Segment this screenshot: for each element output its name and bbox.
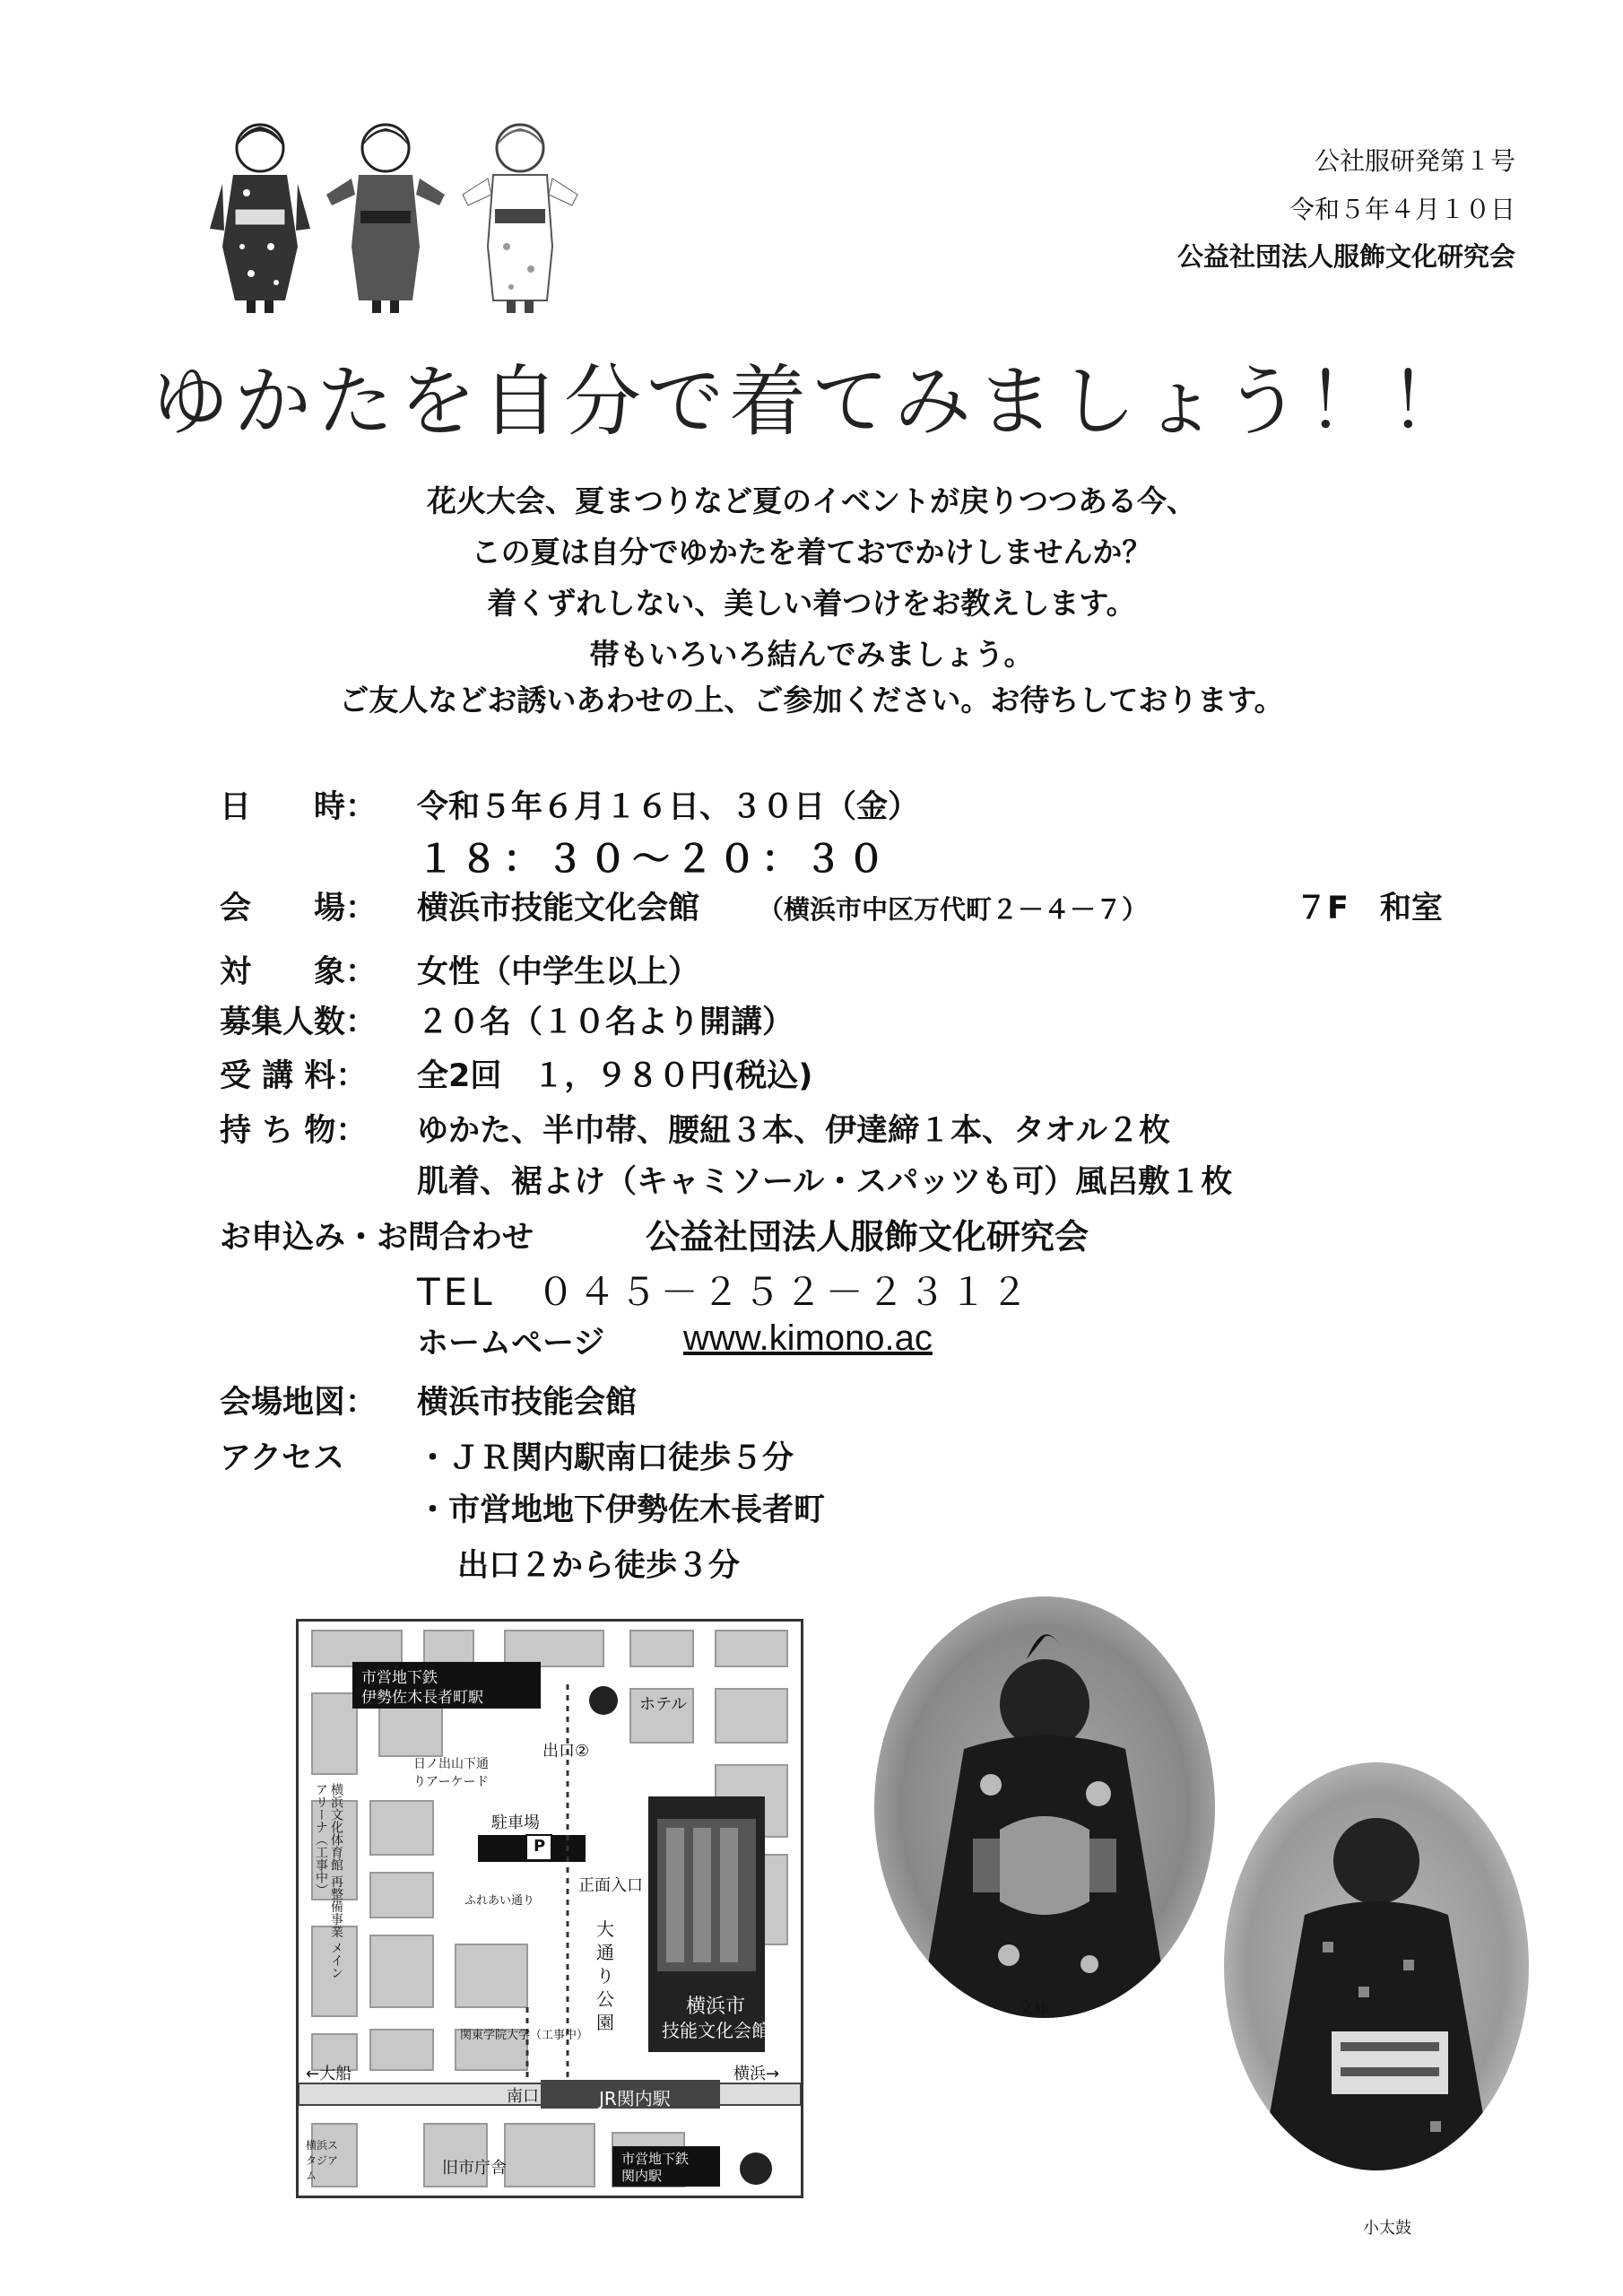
girl-1-illustration: [210, 125, 310, 313]
document-number: 公社服研発第１号: [1314, 146, 1515, 176]
map-hotel: ホテル: [639, 1695, 688, 1714]
target-label: 対 象：: [220, 954, 378, 990]
map-subway-top: 市営地下鉄: [361, 1669, 438, 1687]
items-label: 持 ち 物：: [220, 1113, 368, 1149]
issuing-organization: 公益社団法人服飾文化研究会: [1176, 241, 1515, 272]
access-line-2: ・市営地地下伊勢佐木長者町: [417, 1492, 826, 1528]
map-subway-top-station: 伊勢佐木長者町駅: [361, 1689, 483, 1707]
map-exit-2: 出口②: [542, 1742, 590, 1761]
access-line-3: 出口２から徒歩３分: [457, 1548, 741, 1584]
map-venue-line-1: 横浜市: [686, 1996, 746, 2018]
map-main-entrance: 正面入口: [578, 1876, 643, 1895]
map-ofuri-park: 大通り公園: [596, 1918, 614, 2033]
capacity-label: 募集人数：: [220, 1004, 378, 1040]
map-fureai-street: ふれあい通り: [464, 1894, 535, 1908]
map-label: 会場地図：: [220, 1385, 378, 1421]
kodaiko-figure: [1224, 1762, 1529, 2170]
fee-value: 全2回 １，９８０円(税込): [417, 1058, 813, 1094]
venue-label: 会 場：: [220, 891, 378, 926]
page-title: ゆかたを自分で着てみましょう！！: [152, 357, 1471, 447]
intro-line-2: この夏は自分でゆかたを着ておでかけしませんか？: [471, 535, 1152, 570]
datetime-value: 令和５年６月１６日、３０日（金）: [417, 789, 920, 825]
contact-organization: 公益社団法人服飾文化研究会: [646, 1217, 1089, 1257]
bunko-figure: [874, 1596, 1215, 2018]
map-subway-bottom: 市営地下鉄: [621, 2151, 690, 2167]
map-jr-kannai: JR関内駅: [599, 2088, 671, 2109]
intro-line-5: ご友人などお誘いあわせの上、ご参加ください。お待ちしております。: [339, 683, 1284, 718]
map-stadium: 横浜スタジアム: [306, 2139, 339, 2182]
girl-2-illustration: [326, 125, 445, 313]
document-date: 令和５年４月１０日: [1289, 195, 1515, 224]
girl-3-illustration: [463, 125, 577, 313]
capacity-value: ２０名（１０名より開講）: [417, 1004, 794, 1040]
map-ofune: ←大船: [306, 2065, 352, 2083]
map-university: 関東学院大学（工事中）: [460, 2029, 589, 2042]
homepage-label: ホームページ: [417, 1326, 605, 1361]
intro-line-3: 着くずれしない、美しい着つけをお教えします。: [487, 586, 1136, 621]
fee-label: 受 講 料：: [220, 1058, 368, 1094]
map-value: 横浜市技能会館: [417, 1385, 638, 1421]
map-yokohama: 横浜→: [733, 2065, 780, 2083]
yukata-girls-illustration: [206, 112, 601, 327]
access-label: アクセス: [220, 1440, 344, 1476]
map-arcade: 日ノ出山下通りアーケード: [413, 1757, 489, 1789]
map-parking-p: P: [534, 1837, 546, 1856]
kodaiko-obi-photo: [1224, 1762, 1529, 2170]
intro-line-4: 帯もいろいろ結んでみましょう。: [589, 637, 1034, 672]
map-arena-note: 横浜文化体育館 再整備事業 メインアリーナ（工事中）: [314, 1783, 343, 1979]
map-city-hall: 旧市庁舎: [442, 2159, 507, 2178]
datetime-time: １８：３０～２０：３０: [417, 837, 891, 881]
bunko-obi-photo: [874, 1596, 1215, 2018]
target-value: 女性（中学生以上）: [417, 954, 700, 990]
map-subway-bottom-station: 関内駅: [621, 2168, 663, 2184]
venue-room: ７F 和室: [1296, 891, 1443, 926]
contact-tel: TEL ０４５－２５２－２３１２: [417, 1270, 1032, 1314]
map-graphic: [299, 1622, 801, 2196]
map-venue-line-2: 技能文化会館: [662, 2020, 769, 2041]
datetime-label: 日 時：: [220, 789, 378, 825]
venue-address: （横浜市中区万代町２－４－７）: [758, 894, 1149, 925]
venue-name: 横浜市技能文化会館: [417, 891, 700, 926]
venue-map: [296, 1619, 803, 2198]
contact-label: お申込み・お問合わせ: [220, 1220, 534, 1256]
homepage-link[interactable]: www.kimono.ac: [683, 1318, 933, 1358]
items-line-1: ゆかた、半巾帯、腰紐３本、伊達締１本、タオル２枚: [417, 1113, 1171, 1149]
map-south-exit: 南口: [507, 2087, 539, 2106]
map-parking: 駐車場: [491, 1813, 540, 1832]
intro-line-1: 花火大会、夏まつりなど夏のイベントが戻りつつある今、: [427, 483, 1196, 518]
items-line-2: 肌着、裾よけ（キャミソール・スパッツも可）風呂敷１枚: [417, 1164, 1233, 1200]
access-line-1: ・ＪＲ関内駅南口徒歩５分: [417, 1440, 794, 1476]
kodaiko-caption: 小太鼓: [1363, 2219, 1411, 2238]
bunko-caption: 文庫: [1018, 1999, 1050, 2018]
